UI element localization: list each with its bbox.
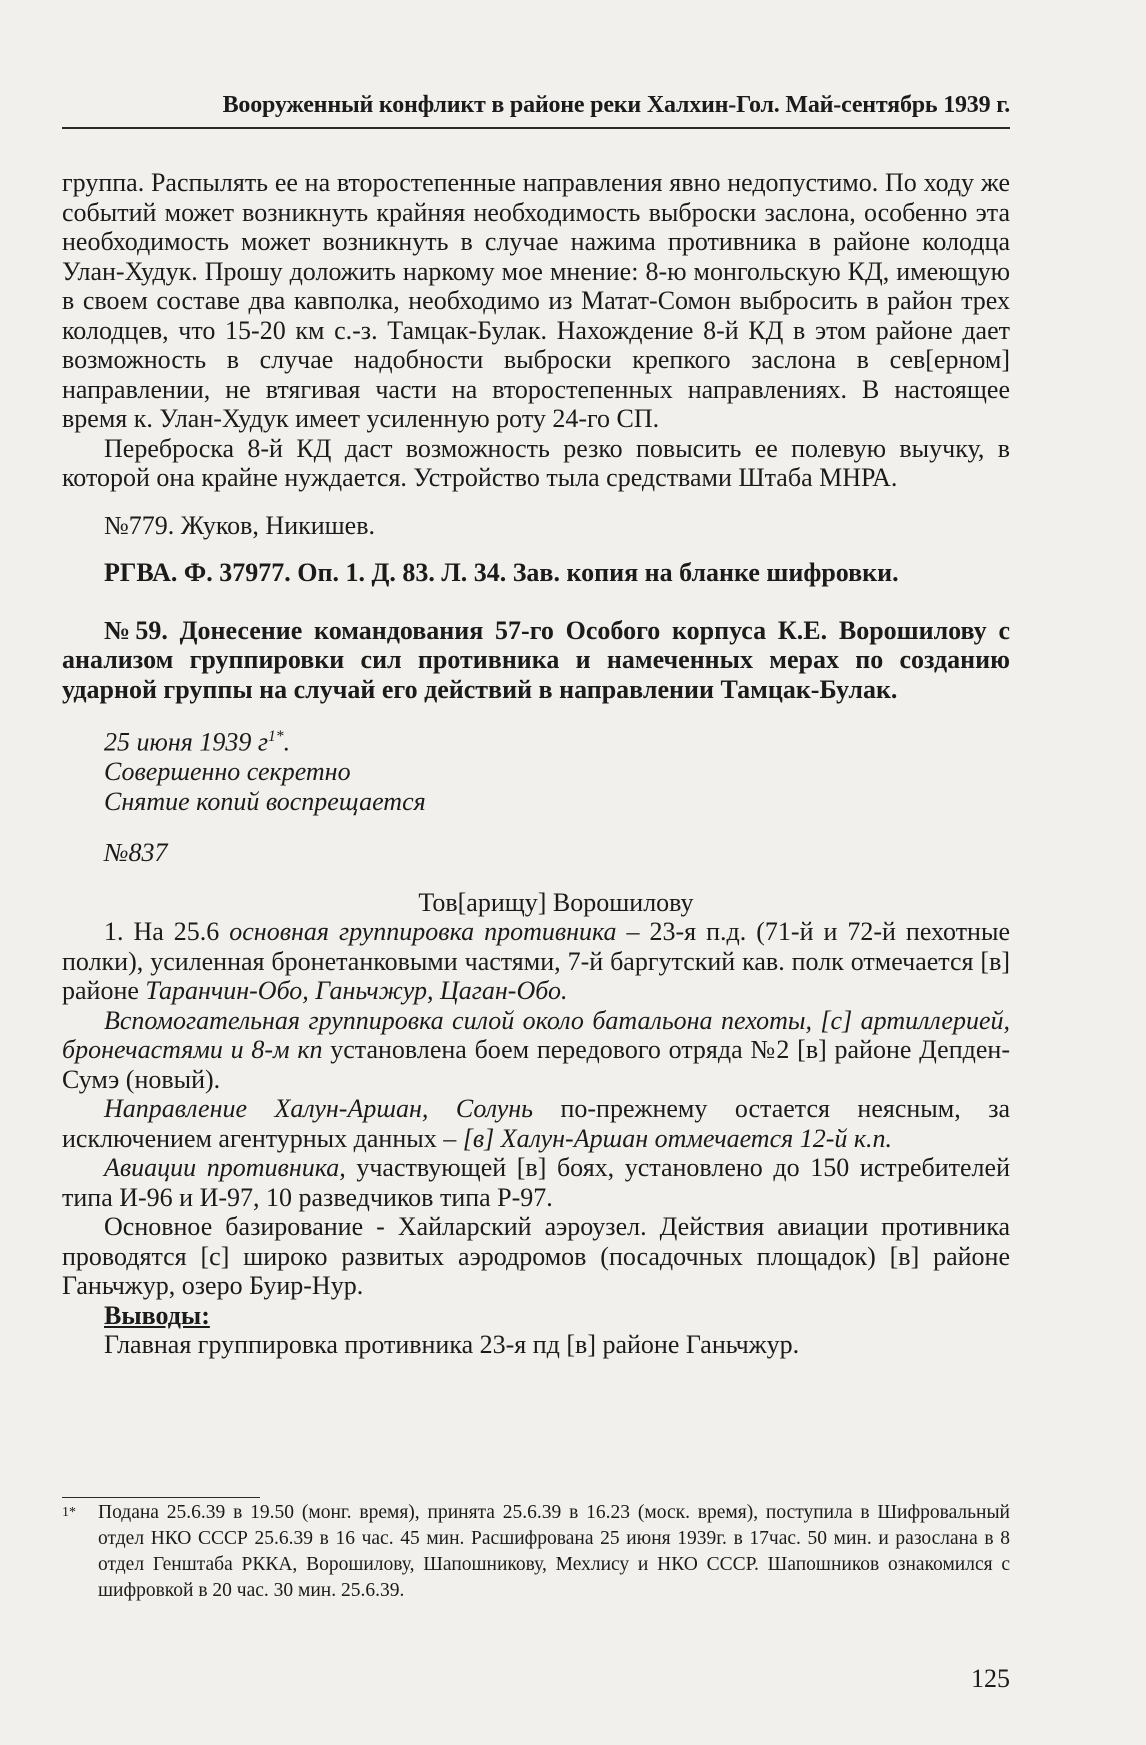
page-body [62, 168, 1010, 1360]
item-1: 1. На 25.6 основная группировка противника – 23-я п.д. (71-й и 72-й пехотные полки), усиленная бронетанковыми частями, 7-й баргутский кав. полк отмечается [в] районе Таранчин-Обо, Ганьчжур, Цаган-Обо. [62, 917, 1010, 1006]
footnote-mark: 1* [62, 1505, 76, 1520]
copy-restriction: Снятие копий воспрещается [104, 786, 426, 816]
paragraph-transfer: Переброска 8-й КД даст возможность резко повысить ее полевую выучку, в которой она крайне нуждается. Устройство тыла средствами Штаба МНРА. [62, 433, 1010, 492]
paragraph-continuation: группа. Распылять ее на второстепенные направления явно недопустимо. По ходу же событий может возникнуть крайняя необходимость выброски заслона, особенно эта необходимость может возникнуть в случае нажима противника в районе колодца Улан-Худук. Прошу доложить наркому мое мнение: 8-ю монгольскую КД, имеющую в своем составе два кавполка, необходимо из Матат-Сомон выбросить в район трех колодцев, что 15-20 км с.-з. Тамцак-Булак. Нахождение 8-й КД в этом районе дает возможность в случае надобности выброски крепкого заслона в сев[ерном] направлении, не втягивая части на второстепенных направлениях. В настоящее время к. Улан-Худук имеет усиленную роту 24-го СП. [62, 168, 1010, 433]
date-footnote-mark: 1* [267, 728, 284, 745]
footnote-text: Подана 25.6.39 в 19.50 (монг. время), принята 25.6.39 в 16.23 (моск. время), поступила в Шифровальный отдел НКО СССР 25.6.39 в 16 час. 45 мин. Расшифрована 25 июня 1939г. в 17час. 50 мин. и разослана в 8 отдел Генштаба РККА, Ворошилову, Шапошникову, Мехлису и НКО СССР. Шапошников ознакомился с шифровкой в 20 час. 30 мин. 25.6.39. [98, 1502, 1010, 1601]
conclusion-main-group: Главная группировка противника 23-я пд [в] районе Ганьчжур. [104, 1330, 800, 1360]
direction-paragraph: Направление Халун-Аршан, Солунь по-прежнему остается неясным, за исключением агентурных данных – [в] Халун-Аршан отмечается 12-й к.п. [62, 1094, 1011, 1153]
running-header: Вооруженный конфликт в районе реки Халхин-Гол. Май-сентябрь 1939 г. [222, 92, 1010, 118]
document-meta [62, 722, 1010, 868]
footnote [62, 1500, 1010, 1604]
secrecy-mark: Совершенно секретно [104, 757, 351, 787]
document-date: 25 июня 1939 $г^{1*}$. [104, 727, 291, 757]
addressee: Тов[арищу] Ворошилову [418, 887, 694, 917]
archive-reference: РГВА. Ф. 37977. Оп. 1. Д. 83. Л. 34. Зав. копия на бланке шифровки. [104, 558, 899, 587]
page-number: 125 [971, 1664, 1010, 1693]
document-title: №59. Донесение командования 57-го Особого корпуса К.Е. Ворошилову с анализом группировки сил противника и намеченных мерах по созданию ударной группы на случай его действий в направлении Тамцак-Булак. [62, 615, 1010, 704]
aviation-paragraph: Авиации противника, участвующей [в] боях, установлено до 150 истребителей типа И-96 и И-97, 10 разведчиков типа Р-97. [62, 1153, 1010, 1212]
basing-paragraph: Основное базирование - Хайларский аэроузел. Действия авиации противника проводятся [с] широко развитых аэродромов (посадочных площадок) [в] районе Ганьчжур, озеро Буир-Нур. [62, 1212, 1010, 1301]
footnote-divider [62, 1497, 260, 1498]
auxiliary-group: Вспомогательная группировка силой около батальона пехоты, [с] артиллерией, бронечастями и 8-м кп установлена боем передового отряда №2 [в] районе Депден-Сумэ (новый). [62, 1005, 1010, 1094]
signature: №779. Жуков, Никишев. [104, 510, 375, 540]
header-divider [62, 127, 1010, 129]
document-number: №837 [104, 838, 168, 868]
conclusions-heading: Выводы: [104, 1300, 210, 1330]
